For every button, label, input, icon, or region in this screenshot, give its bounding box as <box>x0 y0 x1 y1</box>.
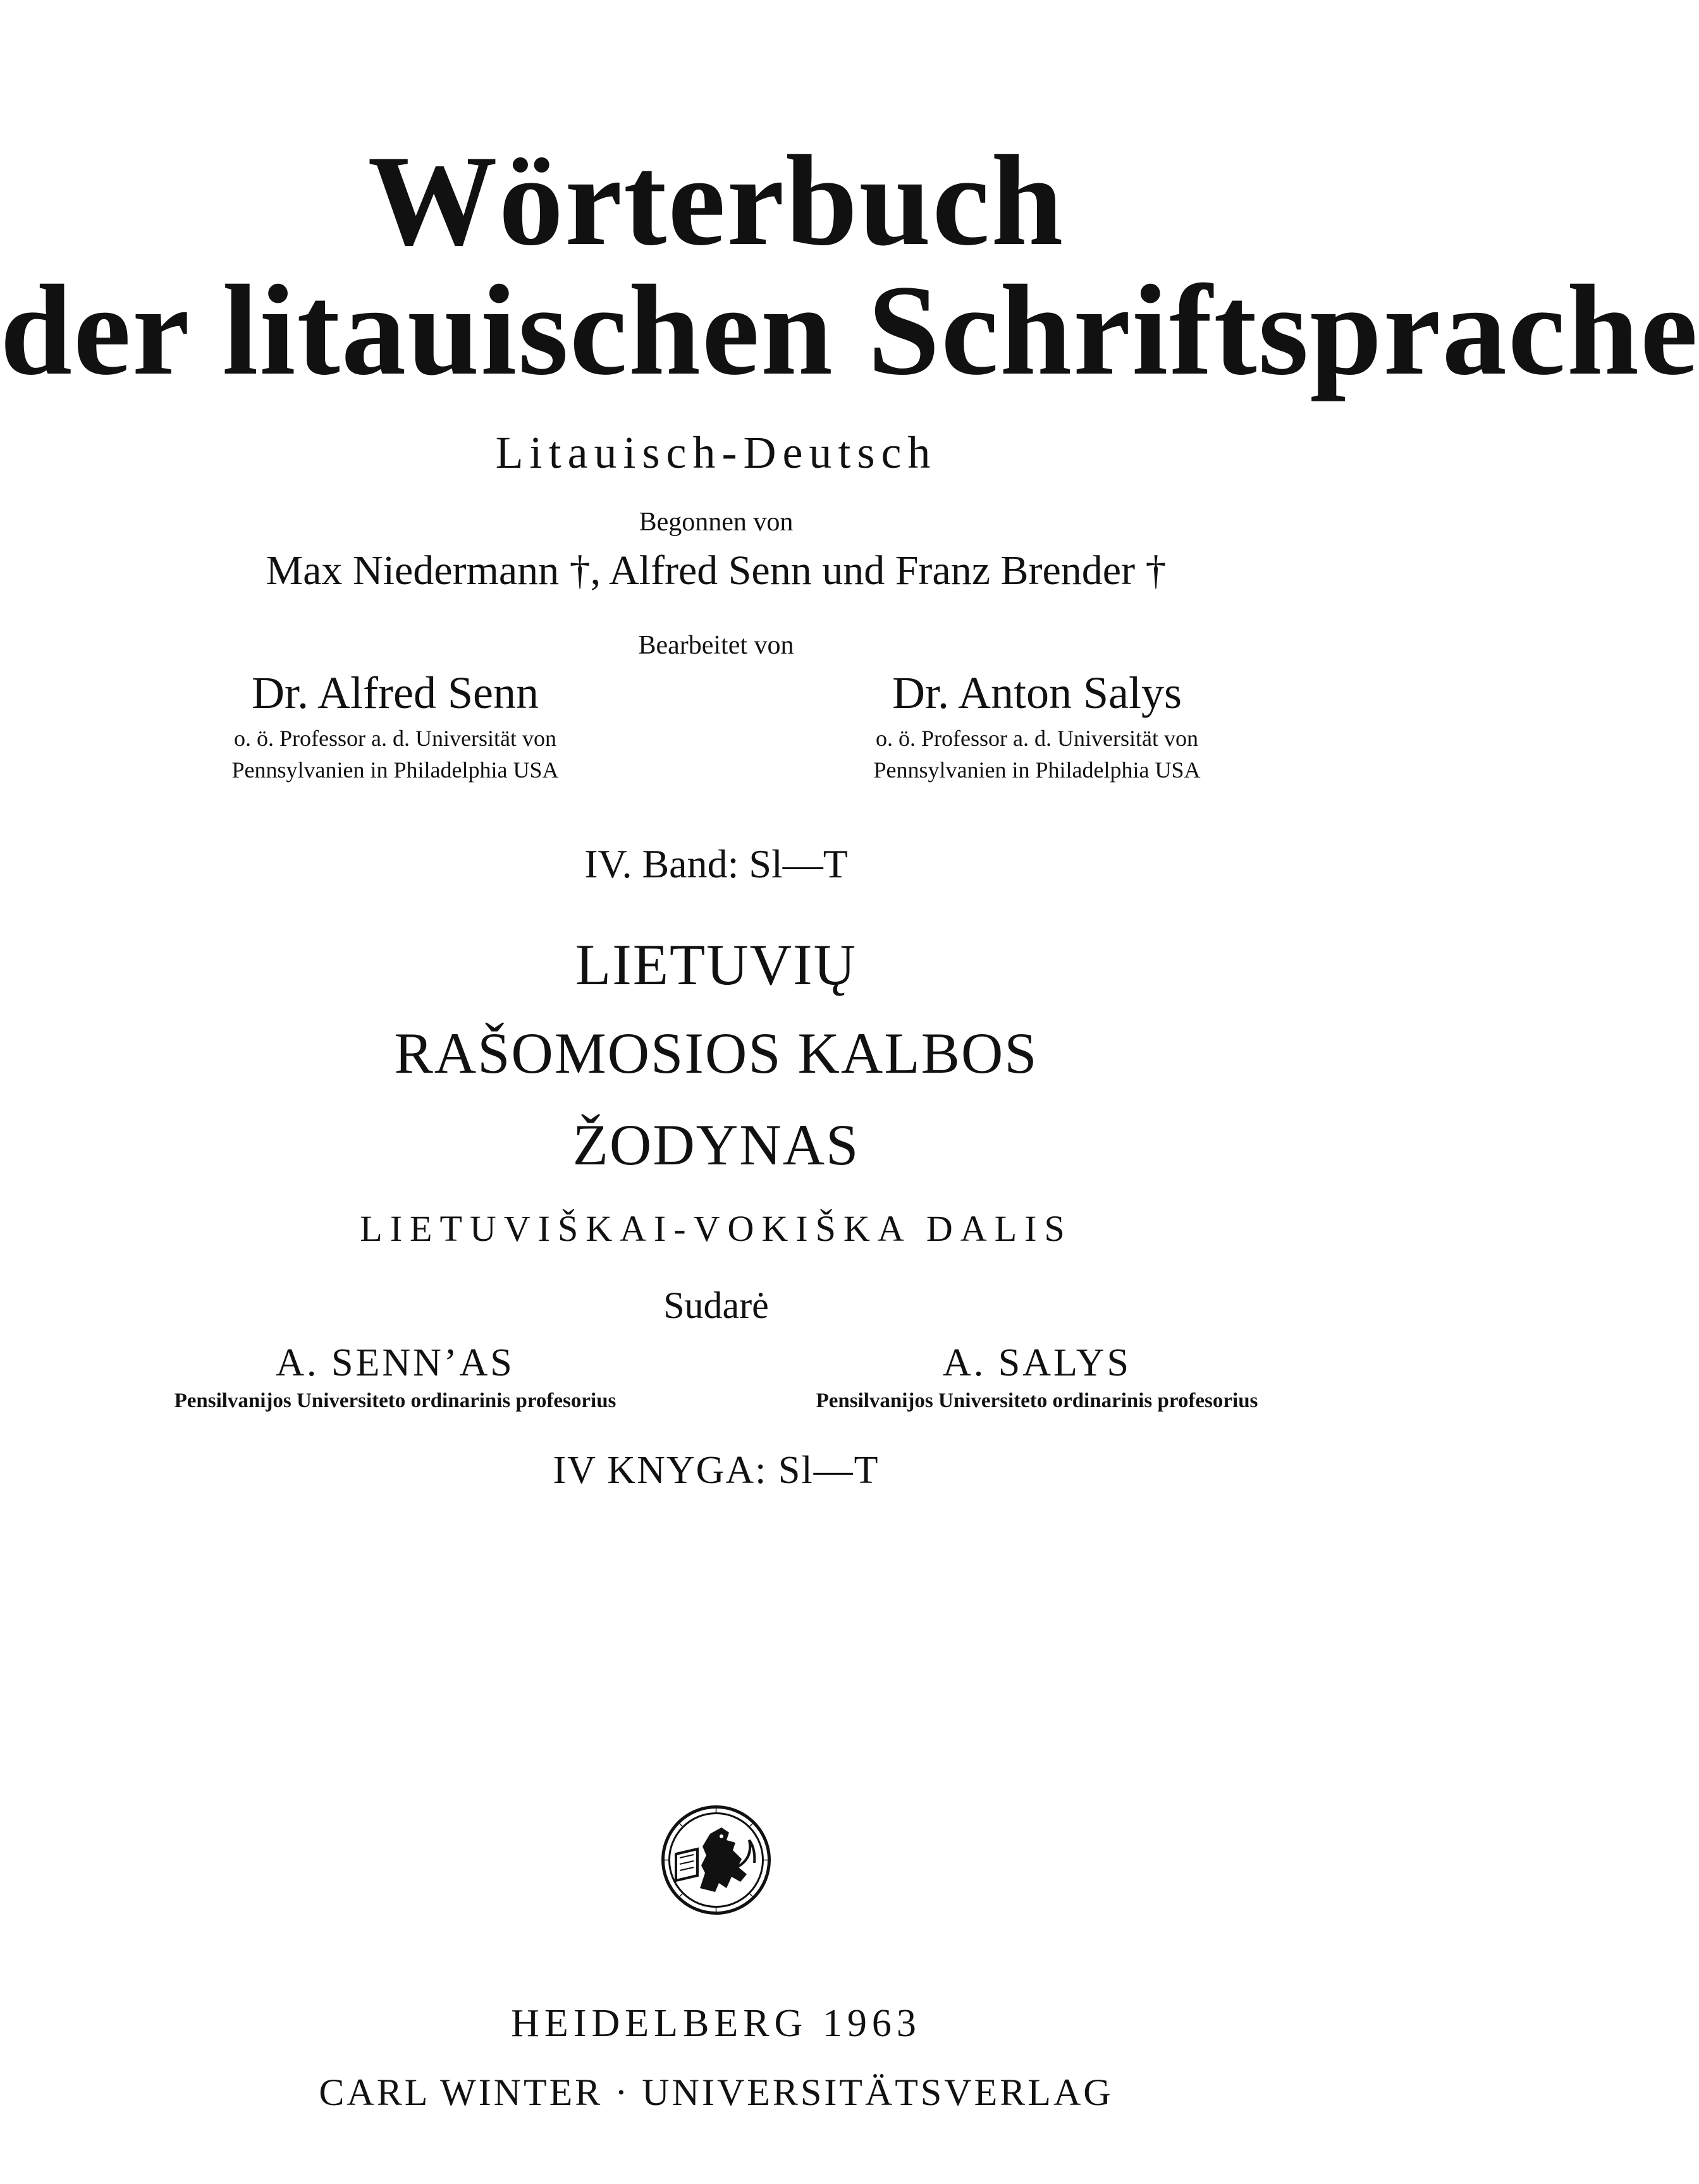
compiled-by-label: Sudarė <box>663 1284 769 1326</box>
lithuanian-title-line-1: LIETUVIŲ <box>575 932 857 997</box>
main-title-line-1: Wörterbuch <box>367 129 1065 272</box>
editor-left-affiliation-2: Pennsylvanien in Philadelphia USA <box>231 757 559 783</box>
editor-right-affiliation-2: Pennsylvanien in Philadelphia USA <box>873 757 1201 783</box>
lithuanian-title-line-3: ŽODYNAS <box>572 1113 860 1177</box>
editor-right-affiliation-1: o. ö. Professor a. d. Universität von <box>876 726 1198 751</box>
editor-left-affiliation-1: o. ö. Professor a. d. Universität von <box>234 726 556 751</box>
lt-author-left-affiliation: Pensilvanijos Universiteto ordinarinis profesorius <box>174 1389 616 1412</box>
editor-left-name: Dr. Alfred Senn <box>252 668 539 718</box>
main-title-line-2: der litauischen Schriftsprache <box>0 259 1699 402</box>
lt-author-left-name: A. SENN’AS <box>276 1341 515 1384</box>
book-label: IV KNYGA: Sl—T <box>553 1449 880 1492</box>
imprint-publisher: CARL WINTER · UNIVERSITÄTSVERLAG <box>319 2071 1113 2113</box>
editor-right-name: Dr. Anton Salys <box>892 668 1182 718</box>
begonnen-label: Begonnen von <box>639 508 794 537</box>
publisher-lion-book-emblem-icon <box>661 1805 771 1915</box>
volume-label: IV. Band: Sl—T <box>584 841 848 886</box>
subtitle: Litauisch-Deutsch <box>495 427 937 478</box>
lithuanian-title-line-2: RAŠOMOSIOS KALBOS <box>394 1021 1038 1085</box>
lt-author-right-affiliation: Pensilvanijos Universiteto ordinarinis profesorius <box>816 1389 1258 1412</box>
imprint-place-year: HEIDELBERG 1963 <box>511 2002 921 2045</box>
bearbeitet-label: Bearbeitet von <box>638 631 794 660</box>
lithuanian-part: LIETUVIŠKAI-VOKIŠKA DALIS <box>360 1208 1072 1249</box>
original-authors: Max Niedermann †, Alfred Senn und Franz Brender † <box>266 547 1167 594</box>
lt-author-right-name: A. SALYS <box>943 1341 1131 1384</box>
